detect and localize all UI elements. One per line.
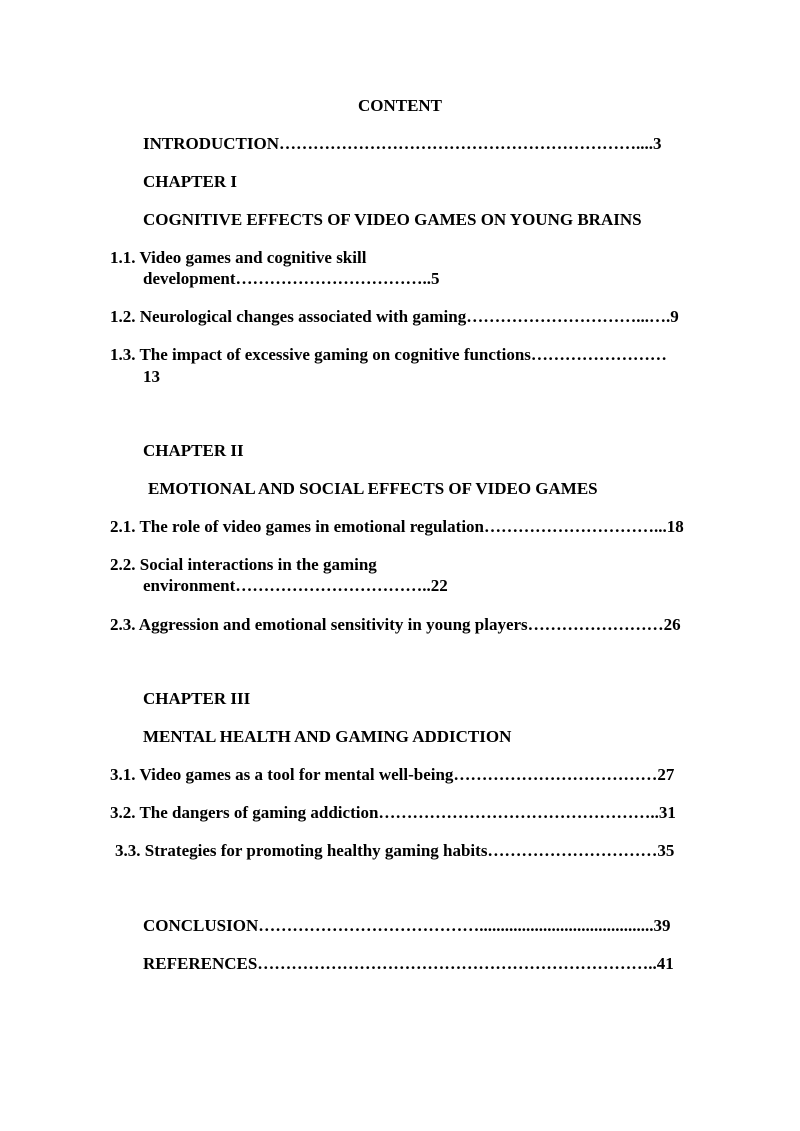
toc-entry-3-1: 3.1. Video games as a tool for mental well-being………………………………27 [110, 765, 675, 784]
chapter-2-title: EMOTIONAL AND SOCIAL EFFECTS OF VIDEO GAMES [148, 479, 598, 498]
toc-entry-3-3: 3.3. Strategies for promoting healthy gaming habits…………………………35 [115, 841, 675, 860]
toc-entry-2-3: 2.3. Aggression and emotional sensitivity in young players……………………26 [110, 615, 681, 634]
toc-heading: CONTENT [357, 96, 443, 115]
toc-entry-1-2: 1.2. Neurological changes associated with gaming…………………………...….9 [110, 307, 679, 326]
toc-entry-1-1: 1.1. Video games and cognitive skill [110, 248, 367, 267]
chapter-1-title: COGNITIVE EFFECTS OF VIDEO GAMES ON YOUNG BRAINS [143, 210, 642, 229]
chapter-3-title: MENTAL HEALTH AND GAMING ADDICTION [143, 727, 512, 746]
toc-entry-1-1-continued: development……………………………..5 [143, 269, 440, 288]
chapter-2-label: CHAPTER II [143, 441, 244, 460]
toc-entry-conclusion: CONCLUSION………………………………….........................................39 [143, 916, 671, 935]
toc-entry-1-3-page: 13 [143, 367, 160, 386]
toc-entry-3-2: 3.2. The dangers of gaming addiction…………………………………………..31 [110, 803, 676, 822]
toc-entry-2-2-continued: environment……………………………..22 [143, 576, 448, 595]
toc-entry-2-1: 2.1. The role of video games in emotional regulation…………………………...18 [110, 517, 684, 536]
toc-entry-2-2: 2.2. Social interactions in the gaming [110, 555, 377, 574]
toc-entry-introduction: INTRODUCTION………………………………………………………....3 [143, 134, 662, 153]
toc-entry-1-3: 1.3. The impact of excessive gaming on cognitive functions…………………… [110, 345, 667, 364]
toc-entry-references: REFERENCES……………………………………………………………..41 [143, 954, 674, 973]
chapter-1-label: CHAPTER I [143, 172, 237, 191]
chapter-3-label: CHAPTER III [143, 689, 251, 708]
